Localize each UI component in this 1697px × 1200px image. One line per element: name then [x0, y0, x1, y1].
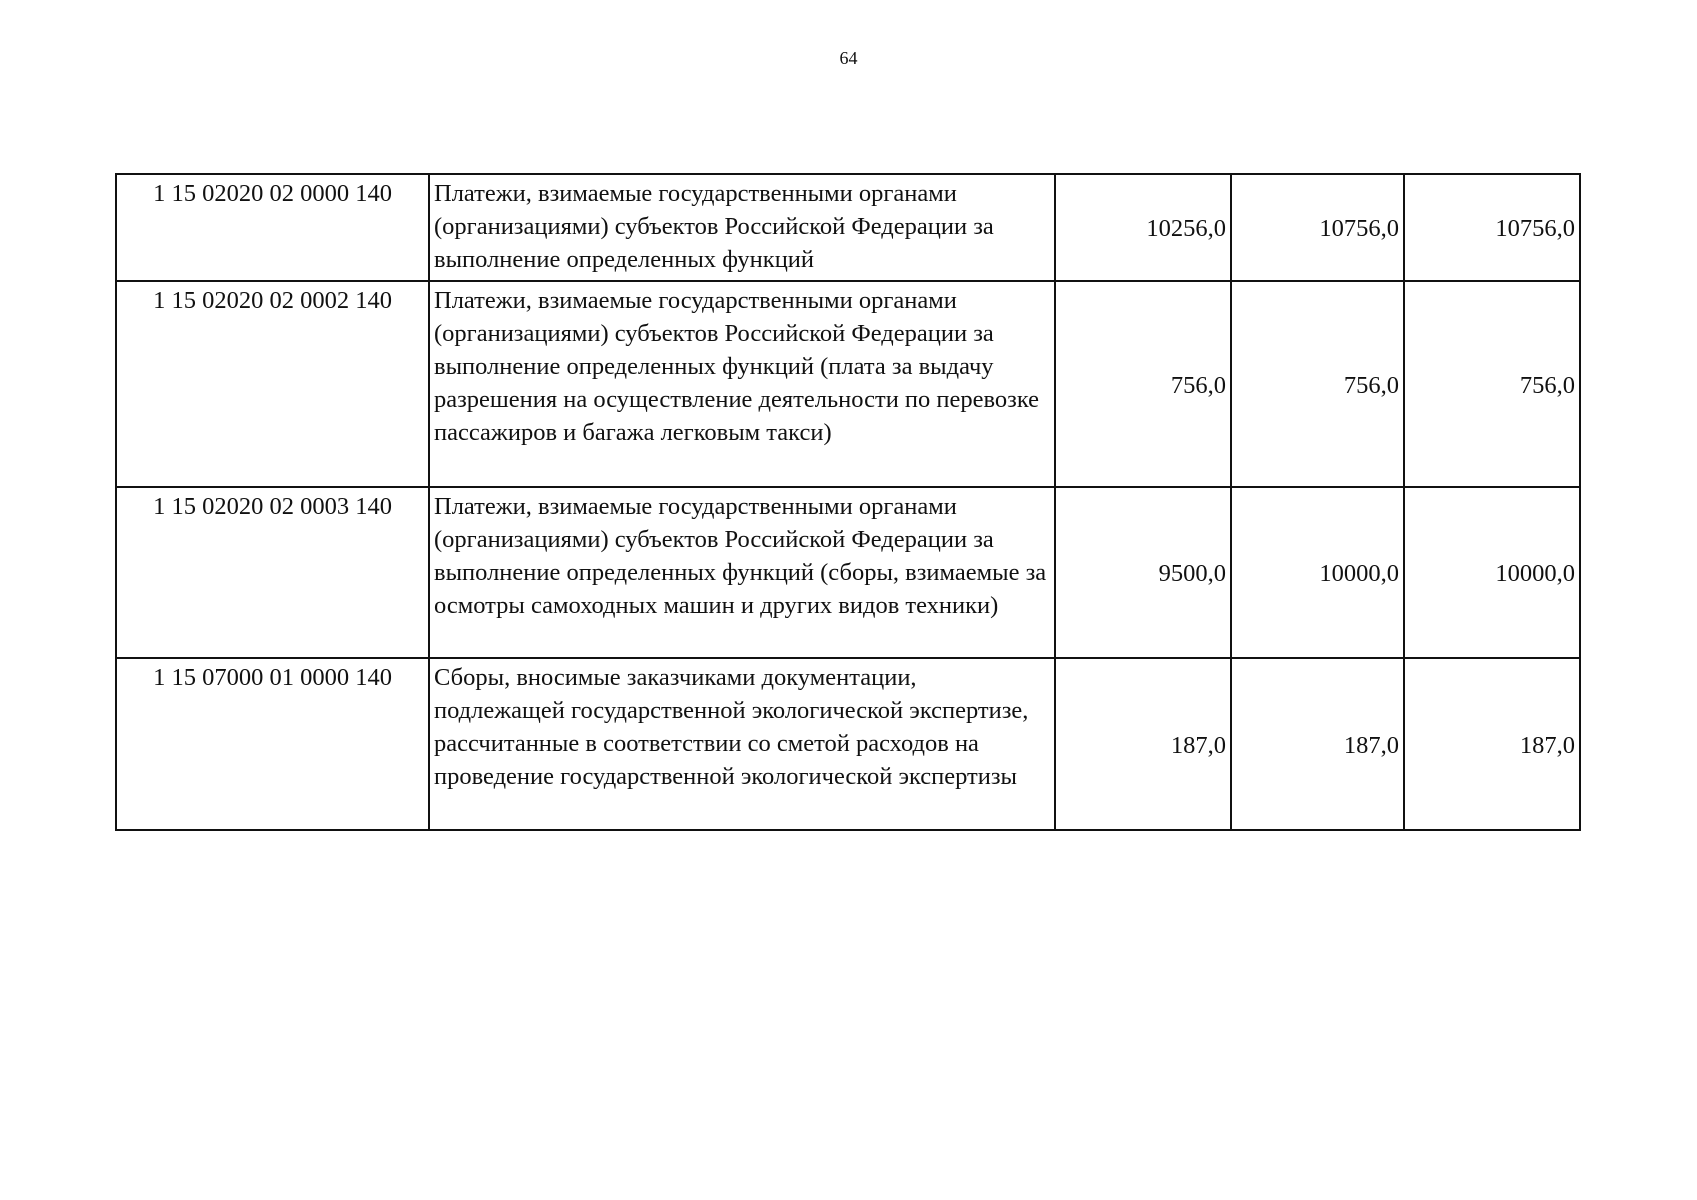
value-year-1-cell: 10256,0: [1055, 174, 1231, 281]
revenue-name-cell: Платежи, взимаемые государственными органами (организациями) субъектов Российской Федерации за выполнение определенных функций (плата за выдачу разрешения на осуществление деятельности по перевозке пассажиров и багажа легковым такси): [429, 281, 1055, 487]
revenue-code-cell: 1 15 02020 02 0002 140: [116, 281, 429, 487]
table-row: [116, 281, 1580, 487]
value-year-3-cell: 10000,0: [1404, 487, 1580, 658]
page-number: 64: [839, 48, 858, 68]
value-year-2-cell: 756,0: [1231, 281, 1404, 487]
value-year-2-cell: 10756,0: [1231, 174, 1404, 281]
value-year-3-cell: 187,0: [1404, 658, 1580, 830]
value-year-3-cell: 10756,0: [1404, 174, 1580, 281]
revenue-code-cell: 1 15 02020 02 0003 140: [116, 487, 429, 658]
value-year-2-cell: 10000,0: [1231, 487, 1404, 658]
value-year-1-cell: 187,0: [1055, 658, 1231, 830]
value-year-1-cell: 756,0: [1055, 281, 1231, 487]
table-row: [116, 658, 1580, 830]
value-year-1-cell: 9500,0: [1055, 487, 1231, 658]
value-year-2-cell: 187,0: [1231, 658, 1404, 830]
revenue-code-cell: 1 15 07000 01 0000 140: [116, 658, 429, 830]
budget-revenue-table: [115, 173, 1581, 831]
table-row: [116, 174, 1580, 281]
table-row: [116, 487, 1580, 658]
revenue-name-cell: Сборы, вносимые заказчиками документации, подлежащей государственной экологической экспертизе, рассчитанные в соответствии со сметой расходов на проведение государственной экологической экспертизы: [429, 658, 1055, 830]
value-year-3-cell: 756,0: [1404, 281, 1580, 487]
revenue-name-cell: Платежи, взимаемые государственными органами (организациями) субъектов Российской Федерации за выполнение определенных функций: [429, 174, 1055, 281]
revenue-name-cell: Платежи, взимаемые государственными органами (организациями) субъектов Российской Федерации за выполнение определенных функций (сборы, взимаемые за осмотры самоходных машин и других видов техники): [429, 487, 1055, 658]
revenue-code-cell: 1 15 02020 02 0000 140: [116, 174, 429, 281]
